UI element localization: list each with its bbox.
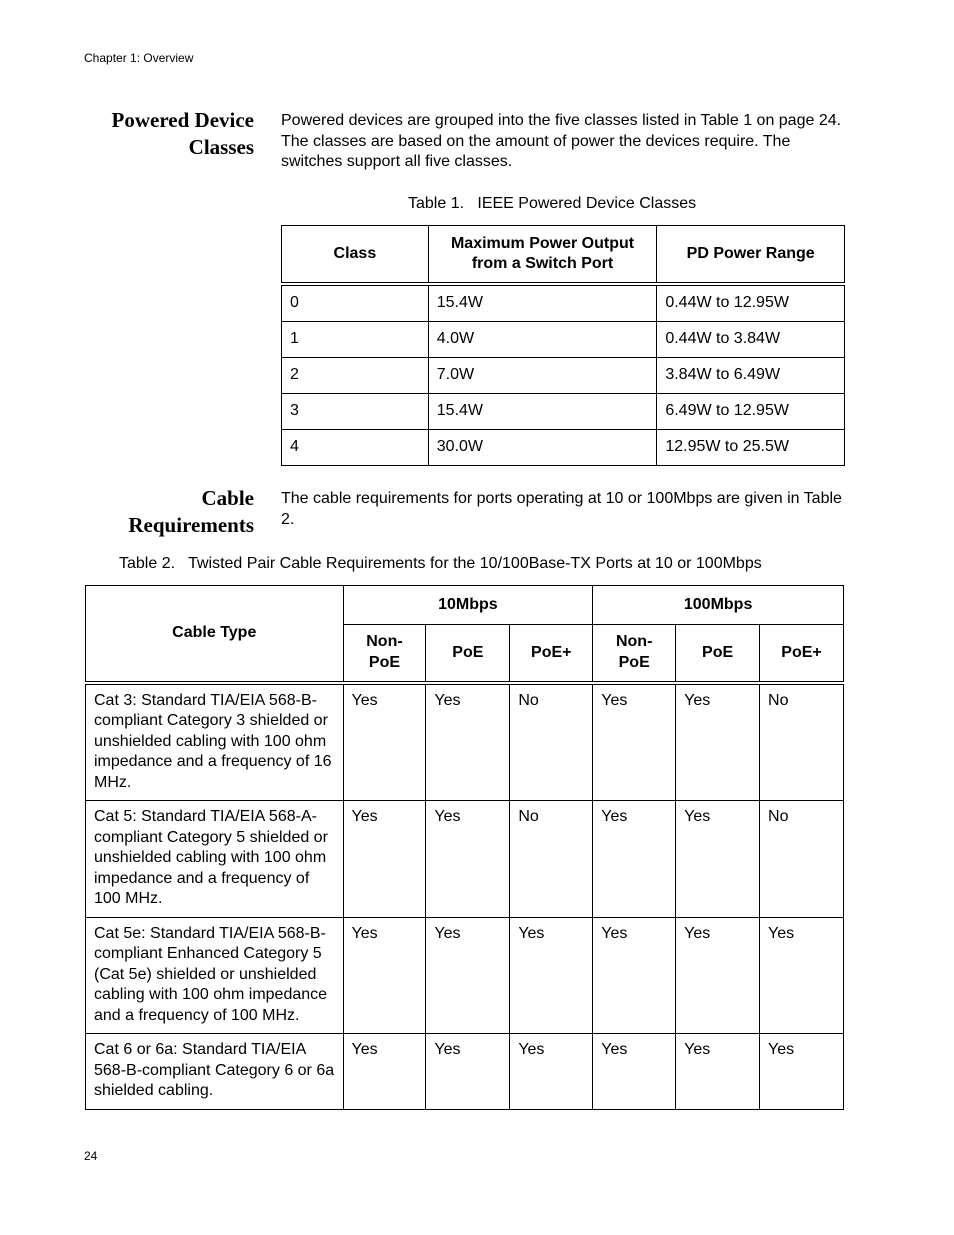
table-header-cell: PoE+: [760, 625, 844, 683]
table-row: [282, 284, 845, 322]
table-cell: Yes: [676, 683, 760, 801]
table-cell: 30.0W: [428, 430, 657, 466]
table-header-cell: Maximum Power Output from a Switch Port: [428, 226, 657, 285]
table-cell: 2: [282, 358, 429, 394]
section-heading-cable-requirements: [54, 485, 254, 539]
table-cell: 15.4W: [428, 284, 657, 322]
table-cell: Yes: [343, 917, 426, 1034]
table-row: [86, 683, 844, 801]
table-cell: Yes: [343, 1034, 426, 1110]
table-cell: Yes: [426, 801, 510, 918]
table-cell: 12.95W to 25.5W: [657, 430, 845, 466]
table-cell: 7.0W: [428, 358, 657, 394]
table-cell: 0.44W to 12.95W: [657, 284, 845, 322]
table-cell: Yes: [676, 1034, 760, 1110]
section-paragraph-cable-requirements: The cable requirements for ports operating at 10 or 100Mbps are given in Table 2.: [281, 490, 842, 528]
table-cell: 0: [282, 284, 429, 322]
table-header-cell-group: 100Mbps: [593, 586, 844, 625]
running-header: Chapter 1: Overview: [84, 51, 194, 65]
table-cell: Yes: [676, 917, 760, 1034]
table-row: [282, 358, 845, 394]
heading-line: Requirements: [128, 513, 254, 537]
table-cell: Yes: [426, 917, 510, 1034]
table-cell-cable-type: Cat 3: Standard TIA/EIA 568-B-compliant Category 3 shielded or unshielded cabling with 100 ohm impedance and a frequency of 16 MHz.: [86, 683, 344, 801]
table-cell: Yes: [510, 917, 593, 1034]
table-cell: 3: [282, 394, 429, 430]
table-header-row: [282, 226, 845, 285]
cable-requirements-table: [85, 585, 844, 1110]
table-header-cell: PoE+: [510, 625, 593, 683]
table-cell: Yes: [760, 1034, 844, 1110]
table-cell-cable-type: Cat 5: Standard TIA/EIA 568-A-compliant Category 5 shielded or unshielded cabling with 100 ohm impedance and a frequency of 100 MHz.: [86, 801, 344, 918]
table-cell: Yes: [593, 917, 676, 1034]
table-cell: 3.84W to 6.49W: [657, 358, 845, 394]
table-row: [86, 801, 844, 918]
table-header-cell-group: 10Mbps: [343, 586, 593, 625]
table-row: [282, 322, 845, 358]
table-row: [86, 917, 844, 1034]
table-cell: Yes: [343, 801, 426, 918]
table-cell: Yes: [426, 683, 510, 801]
table-cell: 1: [282, 322, 429, 358]
table-cell: 6.49W to 12.95W: [657, 394, 845, 430]
table-cell: 4.0W: [428, 322, 657, 358]
table-cell-cable-type: Cat 5e: Standard TIA/EIA 568-B-compliant Enhanced Category 5 (Cat 5e) shielded or unshielded cabling with 100 ohm impedance and a frequency of 100 MHz.: [86, 917, 344, 1034]
table-header-cell: PD Power Range: [657, 226, 845, 285]
heading-line: Powered Device: [111, 108, 254, 132]
table-cell: No: [760, 801, 844, 918]
page-number: 24: [84, 1149, 98, 1163]
table-header-cell: PoE: [426, 625, 510, 683]
table-cell: 15.4W: [428, 394, 657, 430]
table-header-cell: PoE: [676, 625, 760, 683]
table-cell: Yes: [593, 683, 676, 801]
table-cell: Yes: [593, 801, 676, 918]
section-heading-powered-device-classes: [54, 107, 254, 161]
table-header-cell: Non-PoE: [343, 625, 426, 683]
table-cell: No: [510, 683, 593, 801]
table-cell-cable-type: Cat 6 or 6a: Standard TIA/EIA 568-B-compliant Category 6 or 6a shielded cabling.: [86, 1034, 344, 1110]
heading-line: Cable: [201, 486, 254, 510]
powered-device-classes-table: [281, 225, 845, 466]
table-cell: Yes: [510, 1034, 593, 1110]
table-header-cell-cable-type: Cable Type: [86, 586, 344, 683]
table-row: [86, 1034, 844, 1110]
table-header-cell: Class: [282, 226, 429, 285]
table-row: [282, 430, 845, 466]
table-cell: 0.44W to 3.84W: [657, 322, 845, 358]
table1-caption: Table 1. IEEE Powered Device Classes: [408, 195, 697, 212]
heading-line: Classes: [188, 135, 254, 159]
table-row: [282, 394, 845, 430]
table-cell: Yes: [593, 1034, 676, 1110]
table-header-cell: Non-PoE: [593, 625, 676, 683]
table2-caption: Table 2. Twisted Pair Cable Requirements for the 10/100Base-TX Ports at 10 or 100Mbps: [119, 555, 762, 572]
table-cell: Yes: [760, 917, 844, 1034]
table-cell: No: [760, 683, 844, 801]
section-paragraph-powered-device-classes: Powered devices are grouped into the five classes listed in Table 1 on page 24. The classes are based on the amount of power the devices require. The switches support all five classes.: [281, 112, 842, 170]
table-cell: Yes: [676, 801, 760, 918]
table-header-row: [86, 586, 844, 625]
table-cell: Yes: [343, 683, 426, 801]
table-cell: No: [510, 801, 593, 918]
table-cell: 4: [282, 430, 429, 466]
table-cell: Yes: [426, 1034, 510, 1110]
